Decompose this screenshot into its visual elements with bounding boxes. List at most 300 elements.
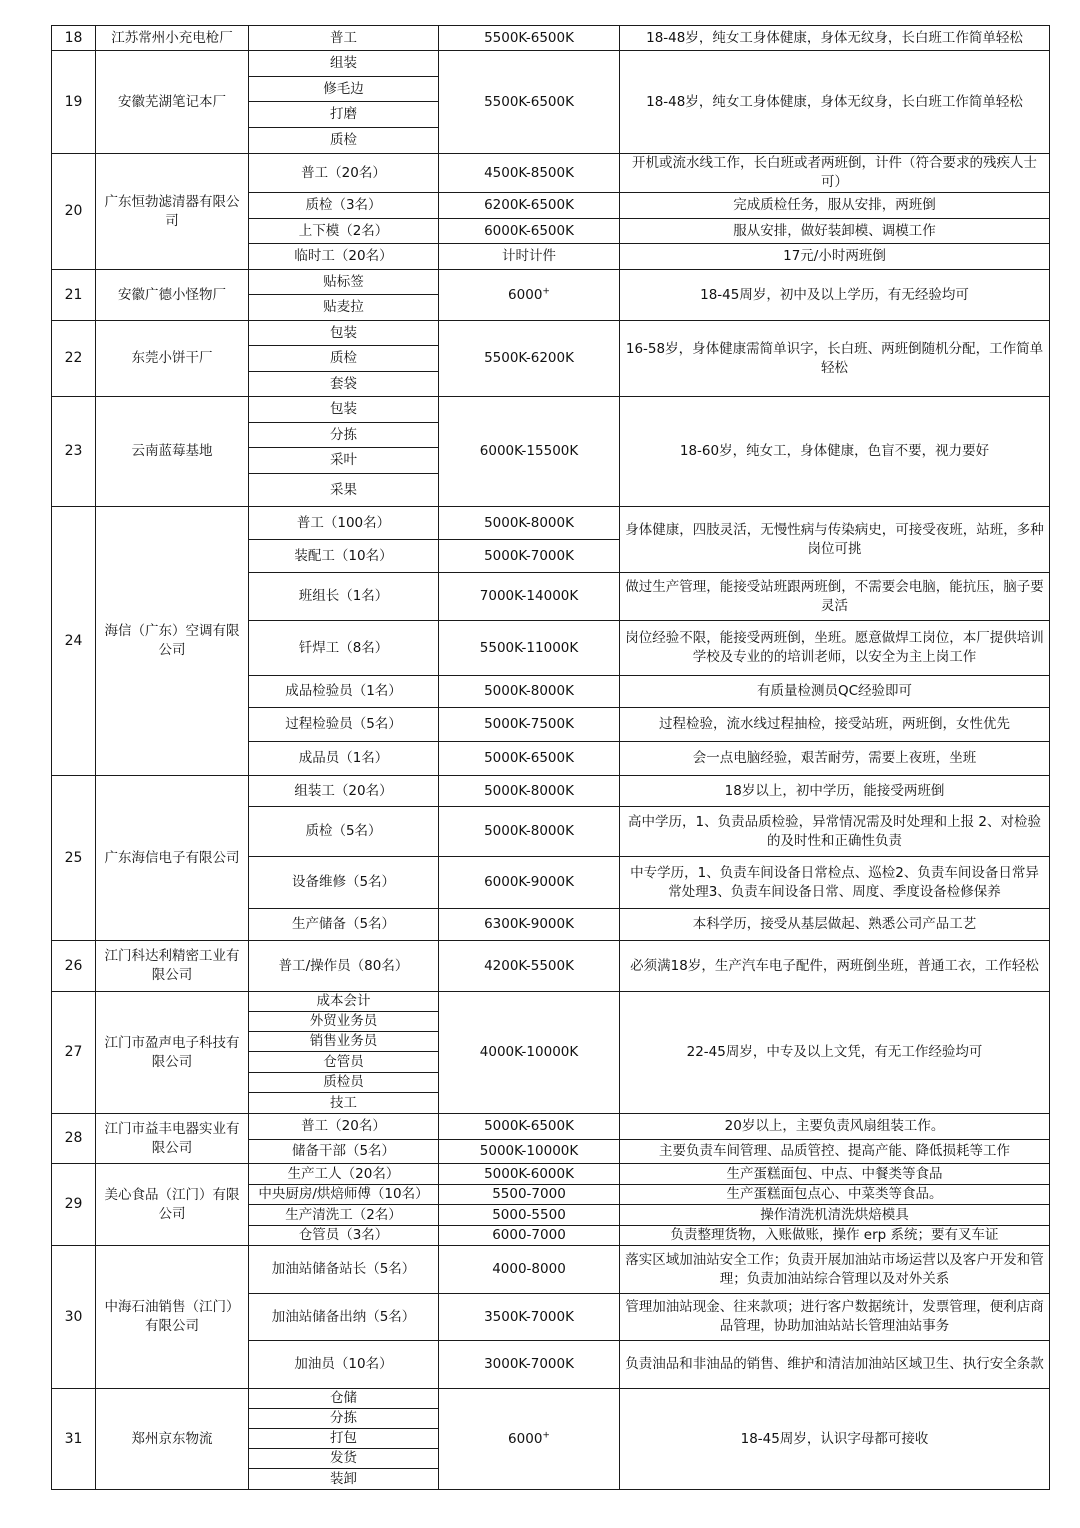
table-row	[52, 992, 1050, 1012]
company-name-cell	[96, 26, 249, 51]
company-name-text: 江门科达利精密工业有限公司	[104, 948, 240, 983]
requirements-cell	[620, 507, 1050, 573]
requirements-text: 中专学历，1、负责车间设备日常检点、巡检2、负责车间设备日常异常处理3、负责车间设备日常、周度、季度设备检修保养	[630, 864, 1039, 900]
salary-text: 6200K-6500K	[484, 197, 574, 213]
salary-text: 5500K-6500K	[484, 93, 574, 110]
salary-cell	[439, 857, 620, 909]
salary-text: 5000K-6500K	[484, 1118, 574, 1134]
requirements-text: 完成质检任务，服从安排，两班倒	[733, 197, 936, 213]
position-cell	[249, 372, 439, 397]
row-number-text: 30	[64, 1308, 83, 1325]
position-text: 加油员（10名）	[294, 1356, 393, 1372]
company-name-cell	[96, 941, 249, 992]
position-cell	[249, 448, 439, 474]
row-number-text: 22	[64, 350, 83, 366]
position-cell	[249, 1226, 439, 1246]
row-number-cell	[52, 776, 96, 941]
requirements-text: 22-45周岁，中专及以上文凭，有无工作经验均可	[686, 1044, 983, 1060]
requirements-cell	[620, 193, 1050, 219]
position-text: 生产工人（20名）	[287, 1165, 400, 1182]
position-cell	[249, 776, 439, 807]
position-text: 组装	[330, 55, 357, 71]
requirements-cell	[620, 1246, 1050, 1294]
position-cell	[249, 1093, 439, 1114]
salary-cell	[439, 321, 620, 397]
position-cell	[249, 244, 439, 270]
position-cell	[249, 1140, 439, 1164]
company-name-text: 江门市盈声电子科技有限公司	[104, 1034, 240, 1070]
row-number-text: 19	[64, 93, 83, 110]
position-cell	[249, 621, 439, 676]
position-text: 成品员（1名）	[298, 750, 389, 766]
row-number-text: 24	[64, 632, 83, 649]
requirements-text: 18-48岁，纯女工身体健康，身体无纹身，长白班工作简单轻松	[646, 29, 1023, 46]
requirements-cell	[620, 1205, 1050, 1226]
salary-cell	[439, 1341, 620, 1389]
row-number-cell	[52, 1389, 96, 1490]
job-listing-table	[51, 25, 1050, 1490]
position-cell	[249, 1469, 439, 1490]
position-text: 储备干部（5名）	[291, 1143, 396, 1159]
company-name-cell	[96, 397, 249, 507]
row-number-cell	[52, 1246, 96, 1389]
table-row	[52, 26, 1050, 51]
company-name-text: 江苏常州小充电枪厂	[111, 29, 233, 46]
requirements-text: 负责整理货物，入账做账，操作 erp 系统；要有叉车证	[670, 1227, 999, 1243]
requirements-text: 18岁以上，初中学历，能接受两班倒	[724, 782, 945, 799]
requirements-cell	[620, 1185, 1050, 1205]
salary-text: 5000K-10000K	[479, 1143, 579, 1159]
requirements-text: 服从安排，做好装卸模、调模工作	[733, 222, 936, 239]
company-name-cell	[96, 776, 249, 941]
position-cell	[249, 346, 439, 372]
requirements-text: 18-45周岁，认识字母都可接收	[740, 1430, 929, 1447]
salary-cell	[439, 742, 620, 776]
salary-cell	[439, 51, 620, 154]
requirements-cell	[620, 621, 1050, 676]
position-cell	[249, 51, 439, 77]
position-text: 上下模（2名）	[298, 222, 389, 239]
requirements-text: 做过生产管理，能接受站班跟两班倒，不需要会电脑，能抗压，脑子要灵活	[625, 578, 1044, 614]
position-cell	[249, 1012, 439, 1032]
requirements-text: 20岁以上，主要负责风扇组装工作。	[724, 1118, 945, 1134]
requirements-cell	[620, 1226, 1050, 1246]
company-name-cell	[96, 507, 249, 776]
salary-cell	[439, 1114, 620, 1140]
position-text: 质检	[330, 350, 357, 366]
position-cell	[249, 1389, 439, 1409]
position-text: 成品检验员（1名）	[285, 683, 402, 699]
position-text: 外贸业务员	[309, 1013, 378, 1029]
row-number-cell	[52, 270, 96, 321]
salary-text: 3500K-7000K	[484, 1308, 574, 1325]
salary-cell	[439, 193, 620, 219]
position-text: 过程检验员（5名）	[285, 716, 402, 732]
requirements-cell	[620, 909, 1050, 941]
salary-text: 5000K-8000K	[484, 782, 574, 799]
salary-text: 6000K-15500K	[479, 443, 579, 459]
salary-text: 5000K-8000K	[484, 514, 574, 531]
salary-text: 4000-8000	[492, 1261, 566, 1277]
salary-cell	[439, 1246, 620, 1294]
salary-cell	[439, 219, 620, 244]
salary-text: 4200K-5500K	[484, 957, 574, 974]
salary-text: 6000K-6500K	[484, 222, 574, 239]
position-cell	[249, 676, 439, 708]
position-text: 仓储	[330, 1390, 357, 1406]
position-cell	[249, 573, 439, 621]
requirements-cell	[620, 573, 1050, 621]
requirements-text: 身体健康，四肢灵活，无慢性病与传染病史，可接受夜班，站班，多种岗位可挑	[625, 521, 1044, 557]
requirements-cell	[620, 1140, 1050, 1164]
requirements-cell	[620, 941, 1050, 992]
position-cell	[249, 1032, 439, 1052]
requirements-text: 18-45周岁，初中及以上学历，有无经验均可	[700, 286, 969, 303]
row-number-cell	[52, 154, 96, 270]
table-row	[52, 1246, 1050, 1294]
company-name-text: 中海石油销售（江门）有限公司	[104, 1299, 240, 1334]
table-row	[52, 1389, 1050, 1409]
position-text: 加油站储备站长（5名）	[271, 1261, 416, 1277]
position-cell	[249, 807, 439, 857]
salary-cell	[439, 941, 620, 992]
position-cell	[249, 507, 439, 540]
requirements-text: 会一点电脑经验，艰苦耐劳，需要上夜班，坐班	[692, 750, 977, 766]
position-text: 班组长（1名）	[298, 588, 389, 604]
requirements-text: 负责油品和非油品的销售、维护和清洁加油站区域卫生、执行安全条款	[625, 1356, 1044, 1372]
requirements-cell	[620, 321, 1050, 397]
row-number-text: 20	[64, 203, 83, 219]
requirements-text: 17元/小时两班倒	[783, 248, 886, 264]
company-name-cell	[96, 1246, 249, 1389]
position-text: 钎焊工（8名）	[298, 639, 389, 656]
requirements-text: 岗位经验不限，能接受两班倒，坐班。愿意做焊工岗位，本厂提供培训学校及专业的的培训老师，以安全为主上岗工作	[625, 630, 1044, 665]
position-text: 分拣	[330, 426, 357, 443]
salary-cell	[439, 154, 620, 193]
position-cell	[249, 742, 439, 776]
table-row	[52, 776, 1050, 807]
job-listing-body	[52, 26, 1050, 1490]
requirements-text: 过程检验，流水线过程抽检，接受站班，两班倒，女性优先	[659, 716, 1010, 732]
requirements-text: 18-60岁，纯女工，身体健康，色盲不要，视力要好	[679, 443, 990, 459]
position-cell	[249, 295, 439, 321]
requirements-text: 管理加油站现金、往来款项；进行客户数据统计，发票管理，便利店商品管理，协助加油站站长管理油站事务	[625, 1299, 1044, 1334]
position-cell	[249, 397, 439, 423]
position-text: 修毛边	[323, 80, 364, 97]
row-number-text: 23	[64, 443, 83, 459]
position-cell	[249, 1409, 439, 1429]
salary-text: 5000K-7000K	[484, 547, 574, 564]
requirements-text: 开机或流水线工作，长白班或者两班倒，计件（符合要求的残疾人士可）	[632, 155, 1037, 190]
position-text: 装卸	[330, 1470, 357, 1487]
row-number-text: 26	[64, 957, 83, 974]
position-text: 销售业务员	[309, 1033, 378, 1049]
requirements-text: 有质量检测员QC经验即可	[756, 683, 913, 699]
company-name-cell	[96, 270, 249, 321]
salary-text: 6300K-9000K	[484, 916, 574, 932]
company-name-text: 广东恒勃滤清器有限公司	[104, 193, 240, 229]
position-text: 质检	[330, 132, 357, 148]
position-text: 普工（20名）	[301, 164, 386, 181]
salary-cell	[439, 1226, 620, 1246]
position-text: 质检（3名）	[305, 197, 382, 213]
salary-text: 5500-7000	[492, 1186, 566, 1202]
position-cell	[249, 909, 439, 941]
company-name-cell	[96, 1114, 249, 1164]
position-text: 技工	[330, 1094, 357, 1111]
position-text: 中央厨房/烘焙师傅（10名）	[258, 1186, 429, 1202]
requirements-cell	[620, 742, 1050, 776]
position-cell	[249, 219, 439, 244]
row-number-cell	[52, 26, 96, 51]
salary-text: 4500K-8500K	[484, 164, 574, 181]
position-cell	[249, 1073, 439, 1093]
requirements-cell	[620, 1114, 1050, 1140]
position-cell	[249, 102, 439, 128]
position-cell	[249, 423, 439, 448]
salary-text: 3000K-7000K	[484, 1356, 574, 1372]
salary-cell	[439, 26, 620, 51]
company-name-cell	[96, 51, 249, 154]
requirements-text: 必须满18岁，生产汽车电子配件，两班倒坐班，普通工衣，工作轻松	[630, 957, 1039, 974]
salary-text: 6000	[508, 286, 543, 303]
row-number-text: 21	[64, 286, 83, 303]
salary-cell	[439, 540, 620, 573]
position-cell	[249, 474, 439, 507]
position-text: 生产清洗工（2名）	[285, 1206, 402, 1223]
table-row	[52, 397, 1050, 423]
requirements-text: 生产蛋糕面包点心、中菜类等食品。	[726, 1186, 943, 1202]
plus-superscript: +	[542, 286, 550, 296]
row-number-cell	[52, 1164, 96, 1246]
salary-text: 5000K-7500K	[484, 716, 574, 732]
position-cell	[249, 128, 439, 154]
salary-text: 5000K-6500K	[484, 750, 574, 766]
position-text: 设备维修（5名）	[291, 874, 396, 890]
salary-cell	[439, 776, 620, 807]
company-name-text: 广东海信电子有限公司	[104, 849, 240, 866]
requirements-cell	[620, 992, 1050, 1114]
company-name-cell	[96, 1164, 249, 1246]
position-text: 套袋	[330, 375, 357, 392]
position-text: 仓管员（3名）	[298, 1227, 389, 1243]
position-text: 生产储备（5名）	[291, 916, 396, 932]
position-text: 包装	[330, 324, 357, 341]
plus-superscript: +	[542, 1430, 550, 1440]
position-text: 仓管员	[323, 1053, 364, 1070]
row-number-cell	[52, 992, 96, 1114]
requirements-text: 16-58岁，身体健康需简单识字，长白班、两班倒随机分配，工作简单轻松	[625, 340, 1044, 376]
salary-text: 6000K-9000K	[484, 874, 574, 890]
position-cell	[249, 193, 439, 219]
requirements-text: 生产蛋糕面包、中点、中餐类等食品	[726, 1165, 943, 1182]
requirements-cell	[620, 154, 1050, 193]
row-number-cell	[52, 941, 96, 992]
position-text: 发货	[330, 1450, 357, 1466]
row-number-text: 27	[64, 1044, 83, 1060]
position-cell	[249, 540, 439, 573]
requirements-cell	[620, 676, 1050, 708]
row-number-cell	[52, 51, 96, 154]
requirements-text: 18-48岁，纯女工身体健康，身体无纹身，长白班工作简单轻松	[646, 93, 1023, 110]
position-cell	[249, 992, 439, 1012]
position-cell	[249, 270, 439, 295]
salary-cell	[439, 1389, 620, 1490]
position-text: 成本会计	[316, 993, 371, 1009]
company-name-text: 郑州京东物流	[131, 1430, 213, 1447]
salary-cell	[439, 909, 620, 941]
row-number-cell	[52, 1114, 96, 1164]
table-row	[52, 270, 1050, 295]
position-text: 临时工（20名）	[294, 248, 393, 264]
salary-cell	[439, 1185, 620, 1205]
company-name-cell	[96, 154, 249, 270]
position-cell	[249, 1185, 439, 1205]
position-text: 采果	[330, 481, 357, 498]
position-cell	[249, 321, 439, 346]
salary-cell	[439, 708, 620, 742]
requirements-text: 高中学历，1、负责品质检验，异常情况需及时处理和上报 2、对检验的及时性和正确性负责	[628, 813, 1041, 849]
row-number-cell	[52, 321, 96, 397]
salary-cell	[439, 807, 620, 857]
position-cell	[249, 1052, 439, 1073]
requirements-cell	[620, 26, 1050, 51]
requirements-cell	[620, 397, 1050, 507]
position-cell	[249, 1114, 439, 1140]
position-text: 打磨	[330, 106, 357, 122]
position-cell	[249, 1294, 439, 1341]
table-row	[52, 1164, 1050, 1185]
salary-text: 计时计件	[502, 248, 556, 264]
position-text: 加油站储备出纳（5名）	[271, 1308, 416, 1325]
position-cell	[249, 1449, 439, 1469]
salary-cell	[439, 1294, 620, 1341]
requirements-cell	[620, 1164, 1050, 1185]
row-number-cell	[52, 397, 96, 507]
position-text: 贴麦拉	[323, 299, 364, 315]
salary-text: 6000-7000	[492, 1227, 566, 1243]
company-name-text: 江门市益丰电器实业有限公司	[104, 1120, 240, 1156]
table-row	[52, 507, 1050, 540]
salary-cell	[439, 244, 620, 270]
position-cell	[249, 941, 439, 992]
requirements-text: 落实区域加油站安全工作；负责开展加油站市场运营以及客户开发和管理；负责加油站综合管理以及对外关系	[625, 1251, 1044, 1287]
salary-text: 5000K-8000K	[484, 823, 574, 839]
position-cell	[249, 1341, 439, 1389]
requirements-text: 本科学历，接受从基层做起、熟悉公司产品工艺	[692, 916, 977, 932]
position-cell	[249, 857, 439, 909]
position-cell	[249, 1205, 439, 1226]
salary-cell	[439, 676, 620, 708]
requirements-cell	[620, 1341, 1050, 1389]
salary-text: 5000K-8000K	[484, 683, 574, 699]
position-text: 普工（100名）	[296, 514, 391, 531]
company-name-text: 东莞小饼干厂	[131, 350, 213, 366]
salary-text: 5500K-6500K	[484, 29, 574, 46]
salary-text: 5500K-11000K	[479, 639, 579, 656]
position-text: 质检（5名）	[305, 823, 382, 839]
position-cell	[249, 77, 439, 102]
salary-text: 4000K-10000K	[479, 1044, 579, 1060]
salary-text: 5000-5500	[492, 1206, 566, 1223]
salary-cell	[439, 1205, 620, 1226]
company-name-text: 海信（广东）空调有限公司	[104, 623, 240, 658]
requirements-cell	[620, 857, 1050, 909]
position-cell	[249, 1164, 439, 1185]
salary-text: 7000K-14000K	[479, 588, 579, 604]
company-name-text: 美心食品（江门）有限公司	[104, 1186, 240, 1222]
position-cell	[249, 1429, 439, 1449]
position-text: 装配工（10名）	[294, 547, 393, 564]
row-number-text: 25	[64, 849, 83, 866]
table-row	[52, 154, 1050, 193]
salary-cell	[439, 621, 620, 676]
position-cell	[249, 26, 439, 51]
requirements-cell	[620, 807, 1050, 857]
company-name-text: 云南蓝莓基地	[131, 443, 213, 459]
company-name-text: 安徽广德小怪物厂	[118, 286, 226, 303]
table-row	[52, 941, 1050, 992]
salary-text: 5500K-6200K	[484, 350, 574, 366]
requirements-cell	[620, 270, 1050, 321]
position-text: 采叶	[330, 452, 357, 468]
company-name-cell	[96, 1389, 249, 1490]
row-number-text: 18	[64, 29, 83, 46]
row-number-text: 31	[64, 1430, 83, 1447]
salary-cell	[439, 397, 620, 507]
requirements-cell	[620, 1389, 1050, 1490]
position-text: 贴标签	[323, 273, 364, 290]
company-name-cell	[96, 321, 249, 397]
requirements-cell	[620, 244, 1050, 270]
position-text: 普工/操作员（80名）	[278, 957, 409, 974]
position-text: 普工	[330, 29, 357, 46]
salary-cell	[439, 1164, 620, 1185]
position-cell	[249, 154, 439, 193]
table-row	[52, 1114, 1050, 1140]
position-cell	[249, 1246, 439, 1294]
requirements-cell	[620, 51, 1050, 154]
position-cell	[249, 708, 439, 742]
salary-cell	[439, 992, 620, 1114]
position-text: 组装工（20名）	[294, 782, 393, 799]
salary-text: 5000K-6000K	[484, 1165, 574, 1182]
salary-cell	[439, 270, 620, 321]
table-row	[52, 321, 1050, 346]
salary-cell	[439, 1140, 620, 1164]
requirements-cell	[620, 1294, 1050, 1341]
position-text: 普工（20名）	[301, 1118, 386, 1134]
table-row	[52, 51, 1050, 77]
salary-cell	[439, 573, 620, 621]
position-text: 分拣	[330, 1410, 357, 1426]
row-number-text: 28	[64, 1130, 83, 1146]
requirements-text: 主要负责车间管理、品质管控、提高产能、降低损耗等工作	[659, 1143, 1010, 1159]
row-number-text: 29	[64, 1196, 83, 1212]
position-text: 包装	[330, 401, 357, 417]
requirements-cell	[620, 219, 1050, 244]
requirements-cell	[620, 708, 1050, 742]
position-text: 质检员	[323, 1074, 364, 1090]
salary-cell	[439, 507, 620, 540]
company-name-cell	[96, 992, 249, 1114]
requirements-text: 操作清洗机清洗烘焙模具	[760, 1206, 909, 1223]
company-name-text: 安徽芜湖笔记本厂	[118, 93, 226, 110]
position-text: 打包	[330, 1430, 357, 1446]
requirements-cell	[620, 776, 1050, 807]
salary-text: 6000	[508, 1430, 543, 1447]
row-number-cell	[52, 507, 96, 776]
